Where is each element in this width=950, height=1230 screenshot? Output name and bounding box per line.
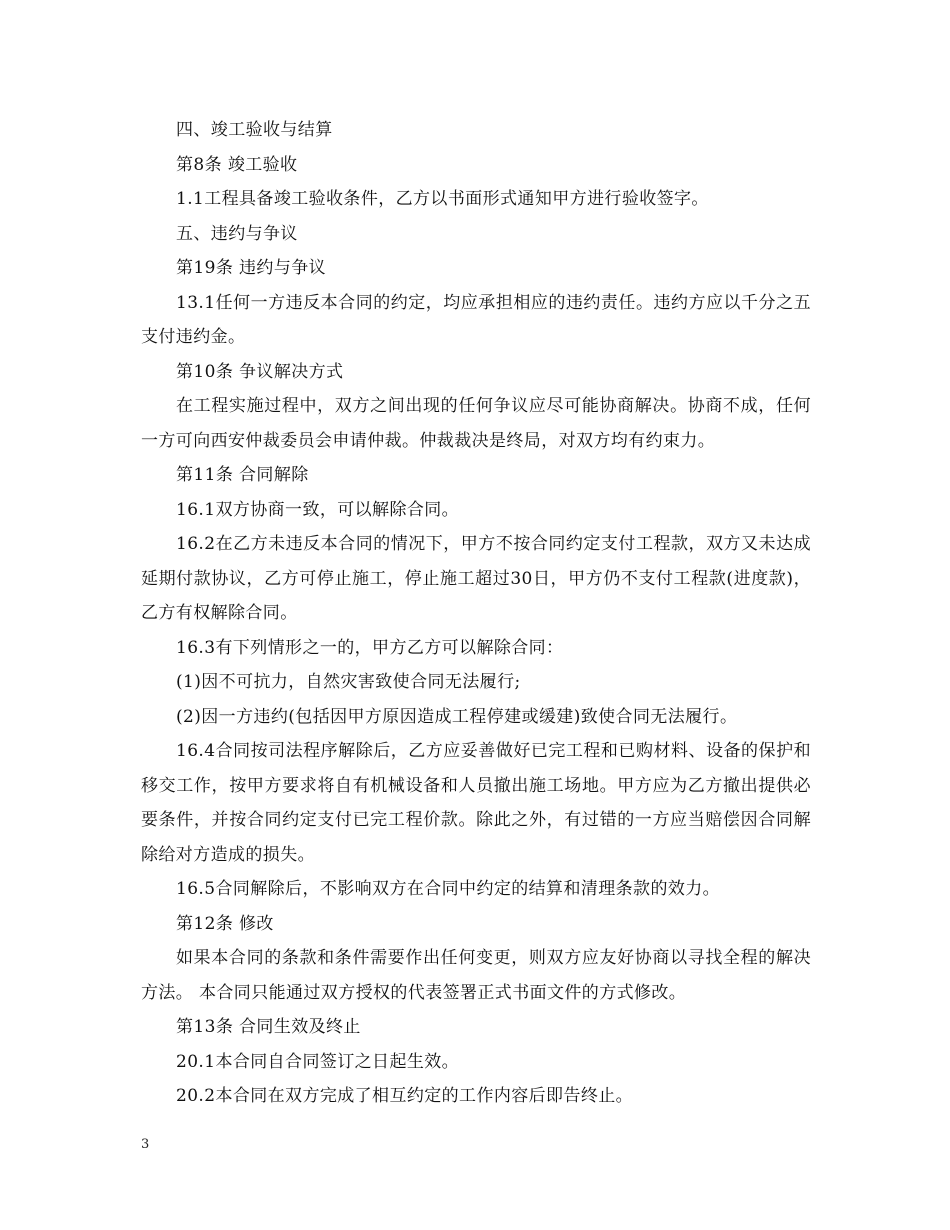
- clause-paragraph: 13.1任何一方违反本合同的约定，均应承担相应的违约责任。违约方应以千分之五支付违约金。: [141, 292, 811, 347]
- list-item: (1)因不可抗力，自然灾害致使合同无法履行;: [176, 672, 521, 692]
- article-heading: 第19条 违约与争议: [176, 258, 327, 278]
- clause-paragraph: 1.1工程具备竣工验收条件，乙方以书面形式通知甲方进行验收签字。: [176, 189, 709, 209]
- document-body: [141, 113, 811, 1114]
- clause-paragraph: 16.1双方协商一致，可以解除合同。: [176, 499, 460, 520]
- clause-paragraph: 16.2在乙方未违反本合同的情况下，甲方不按合同约定支付工程款，双方又未达成延期付款协议，乙方可停止施工，停止施工超过30日，甲方仍不支付工程款(进度款)，乙方有权解除合同。: [141, 534, 811, 623]
- article-heading: 第11条 合同解除: [176, 465, 309, 485]
- clause-paragraph: 16.3有下列情形之一的，甲方乙方可以解除合同：: [176, 637, 564, 658]
- article-heading: 第13条 合同生效及终止: [176, 1017, 361, 1037]
- article-heading: 第12条 修改: [176, 913, 274, 934]
- article-heading: 第8条 竣工验收: [176, 154, 298, 175]
- section-heading: 四、竣工验收与结算: [176, 120, 333, 140]
- clause-paragraph: 如果本合同的条款和条件需要作出任何变更，则双方应友好协商以寻找全程的解决方法。 本合同只能通过双方授权的代表签署正式书面文件的方式修改。: [141, 948, 811, 1003]
- clause-paragraph: 16.4合同按司法程序解除后，乙方应妥善做好已完工程和已购材料、设备的保护和 移交工作，按甲方要求将自有机械设备和人员撤出施工场地。甲方应为乙方撤出提供必要条件，并按合同约定支付已完工程价款。除此之外，有过错的一方应当赔偿因合同解除给对方造成的损失。: [141, 741, 811, 865]
- article-heading: 第10条 争议解决方式: [176, 361, 344, 382]
- clause-paragraph: 在工程实施过程中，双方之间出现的任何争议应尽可能协商解决。协商不成，任何一方可向西安仲裁委员会申请仲裁。仲裁裁决是终局，对双方均有约束力。: [141, 396, 811, 451]
- page-number: 3: [141, 1137, 150, 1152]
- section-heading: 五、违约与争议: [176, 223, 298, 244]
- clause-paragraph: 20.2本合同在双方完成了相互约定的工作内容后即告终止。: [176, 1086, 634, 1106]
- clause-paragraph: 16.5合同解除后，不影响双方在合同中约定的结算和清理条款的效力。: [176, 879, 721, 899]
- clause-paragraph: 20.1本合同自合同签订之日起生效。: [176, 1051, 460, 1072]
- list-item: (2)因一方违约(包括因甲方原因造成工程停建或缓建)致使合同无法履行。: [176, 706, 738, 727]
